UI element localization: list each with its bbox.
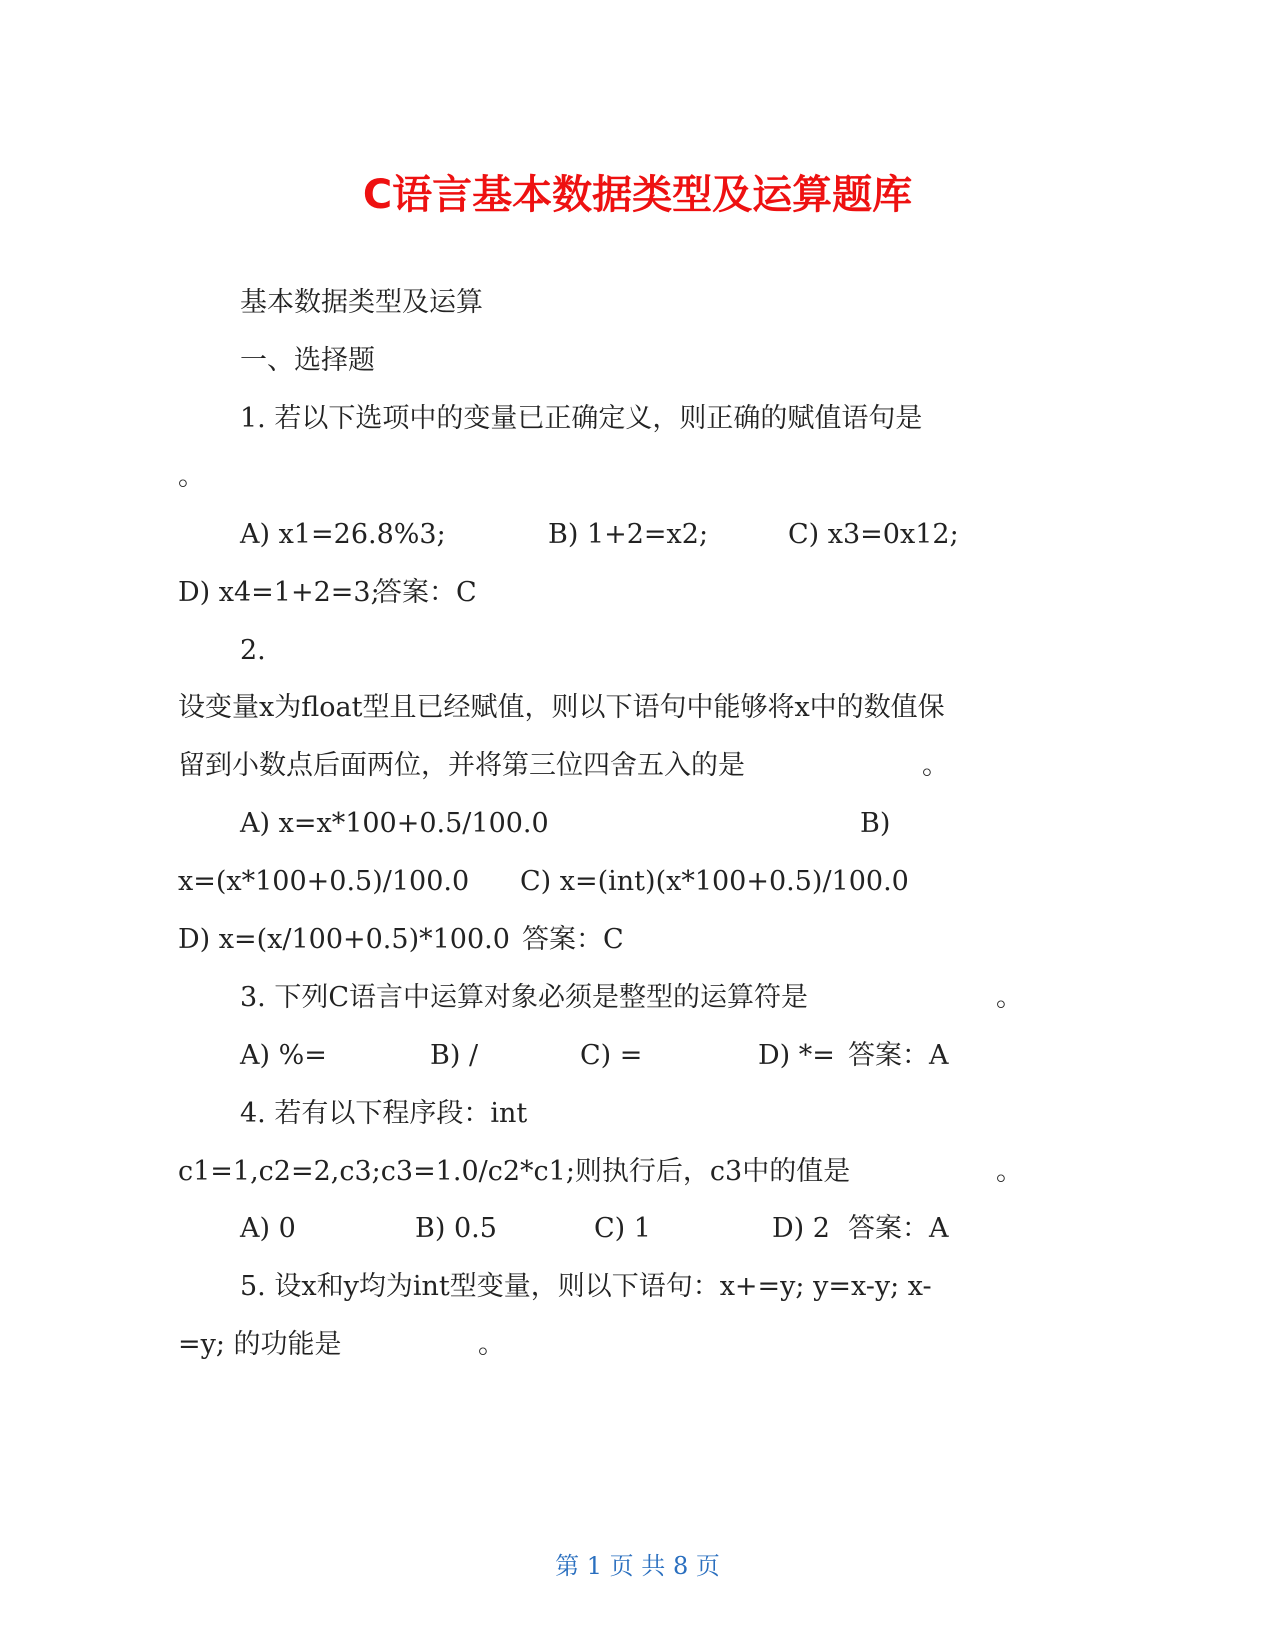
- q1-answer: 答案：C: [375, 577, 477, 608]
- q2-option-b-label: B): [860, 808, 891, 839]
- subsection-heading: 一、选择题: [240, 345, 375, 376]
- q3-answer: 答案：A: [848, 1040, 949, 1071]
- q4-option-d: D) 2: [772, 1213, 830, 1244]
- q5-stem-line2: =y; 的功能是: [178, 1329, 342, 1360]
- q2-stem-line1: 设变量x为float型且已经赋值，则以下语句中能够将x中的数值保: [178, 692, 945, 723]
- q2-stem-line2: 留到小数点后面两位，并将第三位四舍五入的是: [178, 750, 745, 781]
- q1-option-d: D) x4=1+2=3;: [178, 577, 380, 608]
- q3-stem: 3. 下列C语言中运算对象必须是整型的运算符是: [240, 982, 809, 1013]
- q3-option-c: C) =: [580, 1040, 643, 1071]
- q4-stem-end: 。: [996, 1156, 1023, 1187]
- q2-option-d: D) x=(x/100+0.5)*100.0: [178, 924, 510, 955]
- q1-stem: 1. 若以下选项中的变量已正确定义，则正确的赋值语句是: [240, 403, 923, 434]
- q5-stem-end: 。: [478, 1329, 505, 1360]
- q2-answer: 答案：C: [522, 924, 624, 955]
- document-title: C语言基本数据类型及运算题库: [362, 172, 913, 218]
- q2-number: 2.: [240, 635, 266, 666]
- q1-option-a: A) x1=26.8%3;: [240, 519, 446, 550]
- q1-option-b: B) 1+2=x2;: [548, 519, 709, 550]
- q4-stem-line2: c1=1,c2=2,c3;c3=1.0/c2*c1;则执行后，c3中的值是: [178, 1156, 851, 1187]
- q3-option-b: B) /: [430, 1040, 479, 1071]
- q4-option-c: C) 1: [594, 1213, 651, 1244]
- q2-option-b: x=(x*100+0.5)/100.0: [178, 866, 470, 897]
- q3-stem-end: 。: [996, 982, 1023, 1013]
- q4-answer: 答案：A: [848, 1213, 949, 1244]
- q1-stem-end: 。: [178, 461, 205, 492]
- q4-option-b: B) 0.5: [415, 1213, 497, 1244]
- q5-stem-line1: 5. 设x和y均为int型变量，则以下语句：x+=y; y=x-y; x-: [240, 1271, 932, 1302]
- q1-option-c: C) x3=0x12;: [788, 519, 959, 550]
- section-heading: 基本数据类型及运算: [240, 287, 483, 318]
- q2-option-a: A) x=x*100+0.5/100.0: [240, 808, 549, 839]
- q2-option-c: C) x=(int)(x*100+0.5)/100.0: [520, 866, 909, 897]
- page-number-footer: 第 1 页 共 8 页: [555, 1552, 720, 1580]
- q3-option-a: A) %=: [240, 1040, 327, 1071]
- q4-option-a: A) 0: [240, 1213, 296, 1244]
- q3-option-d: D) *=: [758, 1040, 835, 1071]
- q2-stem-end: 。: [922, 750, 949, 781]
- q4-stem-line1: 4. 若有以下程序段：int: [240, 1098, 528, 1129]
